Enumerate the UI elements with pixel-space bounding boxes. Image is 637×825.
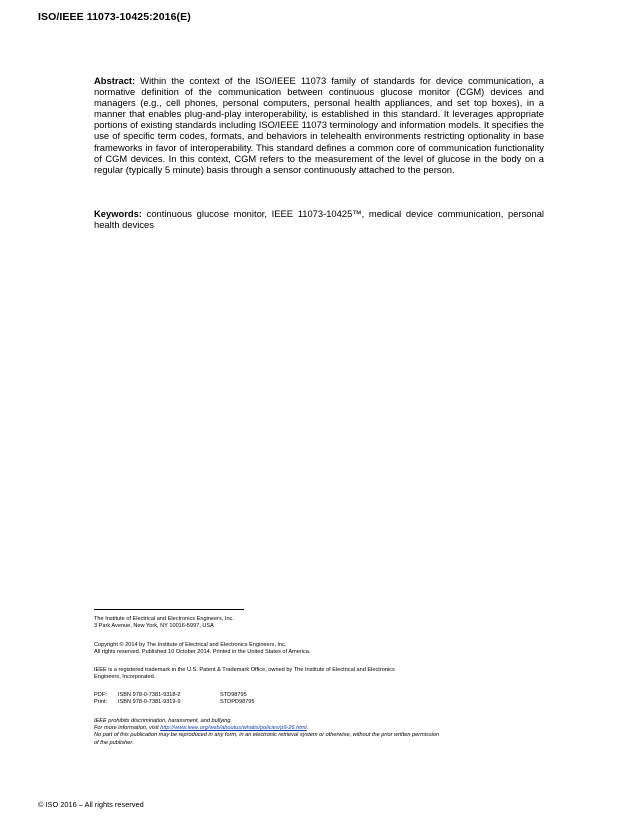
notice-line-4: of the publisher. — [94, 739, 134, 746]
publisher-address: 3 Park Avenue, New York, NY 10016-5997, USA — [94, 623, 214, 630]
notice-line-3: No part of this publication may be reproduced in any form, in an electronic retrieval system or otherwise, without the prior written permission — [94, 732, 440, 739]
isbn-number: ISBN 978-0-7381-9318-2 — [118, 692, 181, 698]
isbn-block — [94, 692, 549, 706]
trademark-block — [94, 667, 549, 681]
footnote-divider — [94, 609, 244, 610]
isbn-format: PDF: — [94, 692, 107, 698]
keywords-paragraph — [94, 208, 544, 230]
isbn-number: ISBN 978-0-7381-9319-9 — [118, 699, 181, 706]
publisher-block — [94, 616, 549, 630]
document-header-standard-id: ISO/IEEE 11073-10425:2016(E) — [38, 11, 191, 23]
copyright-block — [94, 642, 549, 656]
abstract-label: Abstract: — [94, 75, 136, 86]
policy-link[interactable]: http://www.ieee.org/web/aboutus/whatis/policies/p9-26.html — [160, 725, 307, 732]
trademark-line-2: Engineers, Incorporated. — [94, 674, 156, 681]
isbn-code: STDPD98795 — [220, 699, 255, 706]
notice-line-2 — [94, 725, 549, 732]
isbn-format: Print: — [94, 699, 108, 706]
isbn-code: STD98795 — [220, 692, 247, 698]
isbn-row-print — [94, 699, 549, 706]
publisher-name: The Institute of Electrical and Electronics Engineers, Inc. — [94, 616, 234, 622]
abstract-paragraph — [94, 75, 544, 175]
trademark-line-1: IEEE is a registered trademark in the U.S. Patent & Trademark Office, owned by The Institute of Electrical and Electronics — [94, 667, 395, 673]
isbn-row-pdf — [94, 692, 549, 699]
rights-line: All rights reserved. Published 10 October 2014. Printed in the United States of America. — [94, 649, 311, 656]
abstract-text: Within the context of the ISO/IEEE 11073 family of standards for device communication, a normative definition of the communication between continuous glucose monitor (CGM) devices and managers (e.g., cell phones, personal computers, personal health appliances, and set top boxes), in a manner that enables plug-and-play interoperability, is established in this standard. It leverages appropriate portions of existing standards including ISO/IEEE 11073 terminology and information models. It specifies the use of specific term codes, formats, and behaviors in telehealth environments restricting optionality in base frameworks in favor of interoperability. This standard defines a common core of communication functionality of CGM devices. In this context, CGM refers to the measurement of the level of glucose in the body on a regular (typically 5 minute) basis through a sensor continuously attached to the person. — [94, 75, 544, 175]
copyright-line: Copyright © 2014 by The Institute of Electrical and Electronics Engineers, Inc. — [94, 642, 287, 648]
notice-line-2-prefix: For more information, visit — [94, 725, 161, 732]
notice-line-2-suffix: . — [306, 725, 309, 732]
keywords-text: continuous glucose monitor, IEEE 11073-10425™, medical device communication, personal health devices — [94, 208, 544, 231]
notice-block — [94, 718, 549, 747]
page-footer-copyright: © ISO 2016 – All rights reserved — [38, 800, 144, 809]
notice-line-1: IEEE prohibits discrimination, harassment, and bullying. — [94, 718, 233, 724]
keywords-label: Keywords: — [94, 208, 142, 219]
